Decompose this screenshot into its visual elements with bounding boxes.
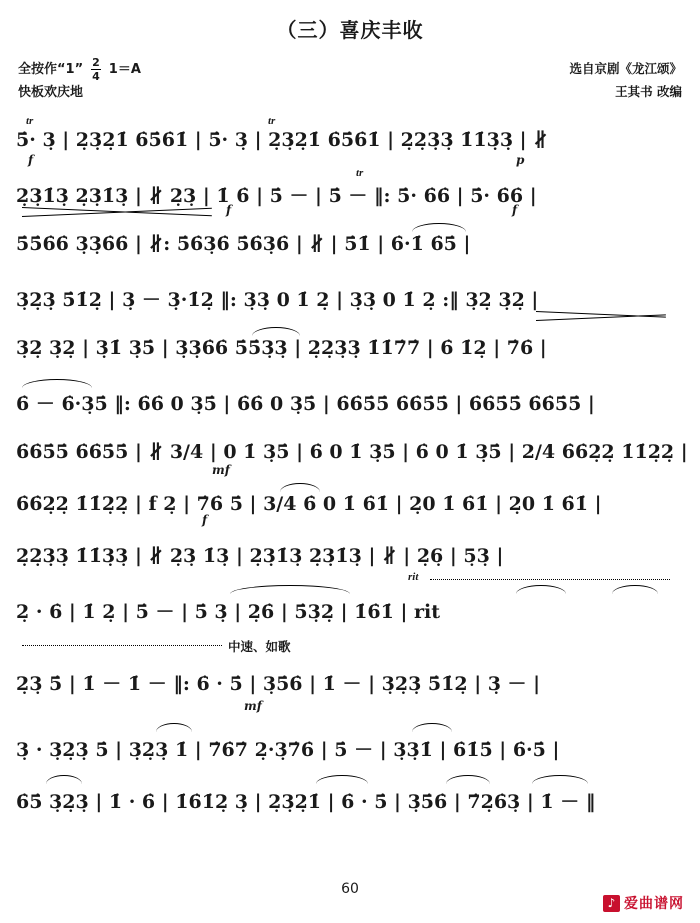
- music-system: [16, 223, 684, 275]
- key-label: 1＝A: [108, 61, 141, 77]
- crescendo-hairpin: [22, 207, 212, 217]
- dynamic-f: f: [226, 203, 232, 217]
- slur-mark: [532, 775, 588, 784]
- slur-mark: [22, 379, 92, 388]
- source-label: 选自京剧《龙江颂》: [569, 61, 682, 76]
- music-system: [16, 327, 684, 379]
- slur-mark: [612, 585, 658, 594]
- system-notes: 5̇· 3̣ | 2̣3̣2̣1̇ 6̇5̇6̇1̇ | 5̇· 3̣ | 2̣3̣2̣1̇ 6̇5̇6̇1̇ | 2̣2̣3̣3̣ 1̇1̇3̣3̣ | ∦: [16, 129, 548, 151]
- music-note-icon: ♪: [603, 895, 620, 912]
- site-watermark: [603, 893, 684, 913]
- music-notation: [16, 115, 688, 829]
- system-notes: 2̣3̣1̇3̣ 2̣3̣1̇3̣ | ∦ 2̣3̣ | 1̇ 6̇ | 5̇ － | 5̇ － ‖: 5̇· 6̇6̇ | 5̇· 6̇6̇ |: [16, 185, 537, 207]
- music-system: [16, 777, 684, 829]
- ornament-tr-icon: tr: [268, 115, 276, 127]
- fingering-label: 全按作“1”: [18, 61, 84, 77]
- system-notes: 3̣2̣ 3̣2̣ | 3̣1̇ 3̣5̇ | 3̣3̣6̇6̇ 5̇5̇3̣3̣ | 2̣2̣3̣3̣ 1̇1̇7̇7̇ | 6̇ 1̇2̣ | 7̇6̇ |: [16, 337, 547, 359]
- tempo-dash-line: [22, 645, 222, 646]
- slur-mark: [412, 723, 452, 732]
- ornament-tr-icon: tr: [26, 115, 34, 127]
- rit-dash-line: [430, 579, 670, 580]
- system-notes: 6̇6̇5̇5̇ 6̇6̇5̇5̇ | ∦ 3/4 | 0 1̇ 3̣5̇ | 6̇ 0 1̇ 3̣5̇ | 6̇ 0 1̇ 3̣5̇ | 2/4 6̇6̇2̣2̣ 1̇1̇2̣2̣ |: [16, 441, 688, 463]
- slur-mark: [156, 723, 192, 732]
- time-signature-denominator: 4: [92, 70, 100, 83]
- dynamic-mf: mf: [212, 463, 230, 477]
- music-system: [16, 673, 684, 725]
- dynamic-f: f: [512, 203, 518, 217]
- header-right: [569, 57, 682, 103]
- system-notes: 5̇5̇6̇6̇ 3̣3̣6̇6̇ | ∦: 5̇6̇3̣6̇ 5̇6̇3̣6̇ | ∦ | 5̇1̇ | 6̇·1̇ 6̇5̇ |: [16, 233, 471, 255]
- system-notes: 3̣2̣3̣ 5̇1̇2̣ | 3̣ － 3̣·1̇2̣ ‖: 3̣3̣ 0 1̇ 2̣ | 3̣3̣ 0 1̇ 2̣ :‖ 3̣2̣ 3̣2̣ |: [16, 289, 539, 311]
- rit-marking: rit: [408, 571, 419, 583]
- slur-mark: [230, 585, 350, 594]
- music-system: [16, 115, 684, 171]
- watermark-text: 爱曲谱网: [624, 896, 684, 912]
- music-system: [16, 725, 684, 777]
- slur-mark: [280, 483, 320, 492]
- system-notes: 6̇5̇ 3̣2̣3̣ | 1̇ · 6̇ | 1̇6̇1̇2̣ 3̣ | 2̣3̣2̣1̇ | 6̇ · 5̇ | 3̣5̇6̇ | 7̇2̣6̇3̣ | 1̇ － ‖: [16, 791, 596, 813]
- music-system: [16, 483, 684, 535]
- slur-mark: [516, 585, 566, 594]
- dynamic-mf: mf: [244, 699, 262, 713]
- time-signature-numerator: 2: [92, 56, 100, 69]
- tempo-label: 快板欢庆地: [18, 85, 84, 100]
- slur-mark: [446, 775, 490, 784]
- system-notes: 2̣3̣ 5̇ | 1̇ － 1̇ － ‖: 6̇ · 5̇ | 3̣5̇6̇ | 1̇ － | 3̣2̣3̣ 5̇1̇2̣ | 3̣ － |: [16, 673, 541, 695]
- music-system: [16, 167, 684, 223]
- ornament-tr-icon: tr: [356, 167, 364, 179]
- tempo-change-label: 中速、如歌: [228, 639, 291, 654]
- dynamic-p: p: [516, 153, 525, 167]
- slur-mark: [252, 327, 300, 336]
- system-notes: 2̣ · 6̇ | 1̇ 2̣ | 5̇ － | 5̇ 3̣ | 2̣6̇ | 5̇3̣2̣ | 1̇6̇1̇ | rit: [16, 601, 440, 623]
- page-number: 60: [341, 881, 359, 897]
- music-system: [16, 431, 688, 483]
- crescendo-hairpin: [536, 311, 666, 321]
- system-notes: 6̇ － 6̇·3̣5̇ ‖: 6̇6̇ 0 3̣5̇ | 6̇6̇ 0 3̣5̇ | 6̇6̇5̇5̇ 6̇6̇5̇5̇ | 6̇6̇5̇5̇ 6̇6̇5̇5̇ |: [16, 393, 595, 415]
- system-notes: 3̣ · 3̣2̣3̣ 5̇ | 3̣2̣3̣ 1̇ | 7̇6̇7̇ 2̣·3̣7̇6̇ | 5̇ － | 3̣3̣1̇ | 6̇1̇5̇ | 6̇·5̇ |: [16, 739, 560, 761]
- time-signature: [91, 57, 101, 82]
- music-system: [16, 379, 684, 431]
- system-notes: 6̇6̇2̣2̣ 1̇1̇2̣2̣ | f 2̣ | 7̇6̇ 5̇ | 3/4 6̇ 0 1̇ 6̇1̇ | 2̣0 1̇ 6̇1̇ | 2̣0 1̇ 6̇1̇ |: [16, 493, 602, 515]
- dynamic-f: f: [202, 513, 208, 527]
- tempo-change-row: [16, 639, 684, 673]
- page-title: （三）喜庆丰收: [276, 18, 424, 42]
- header-info: [0, 57, 700, 115]
- header-left: [18, 57, 141, 104]
- slur-mark: [316, 775, 368, 784]
- arranger-label: 王其书 改编: [615, 84, 682, 99]
- music-system: [16, 571, 684, 639]
- music-system: [16, 275, 684, 327]
- dynamic-f: f: [28, 153, 34, 167]
- slur-mark: [412, 223, 466, 232]
- system-notes: 2̣2̣3̣3̣ 1̇1̇3̣3̣ | ∦ 2̣3̣ 1̇3̣ | 2̣3̣1̇3̣ 2̣3̣1̇3̣ | ∦ | 2̣6̣ | 5̣3̣ |: [16, 545, 504, 567]
- slur-mark: [46, 775, 82, 784]
